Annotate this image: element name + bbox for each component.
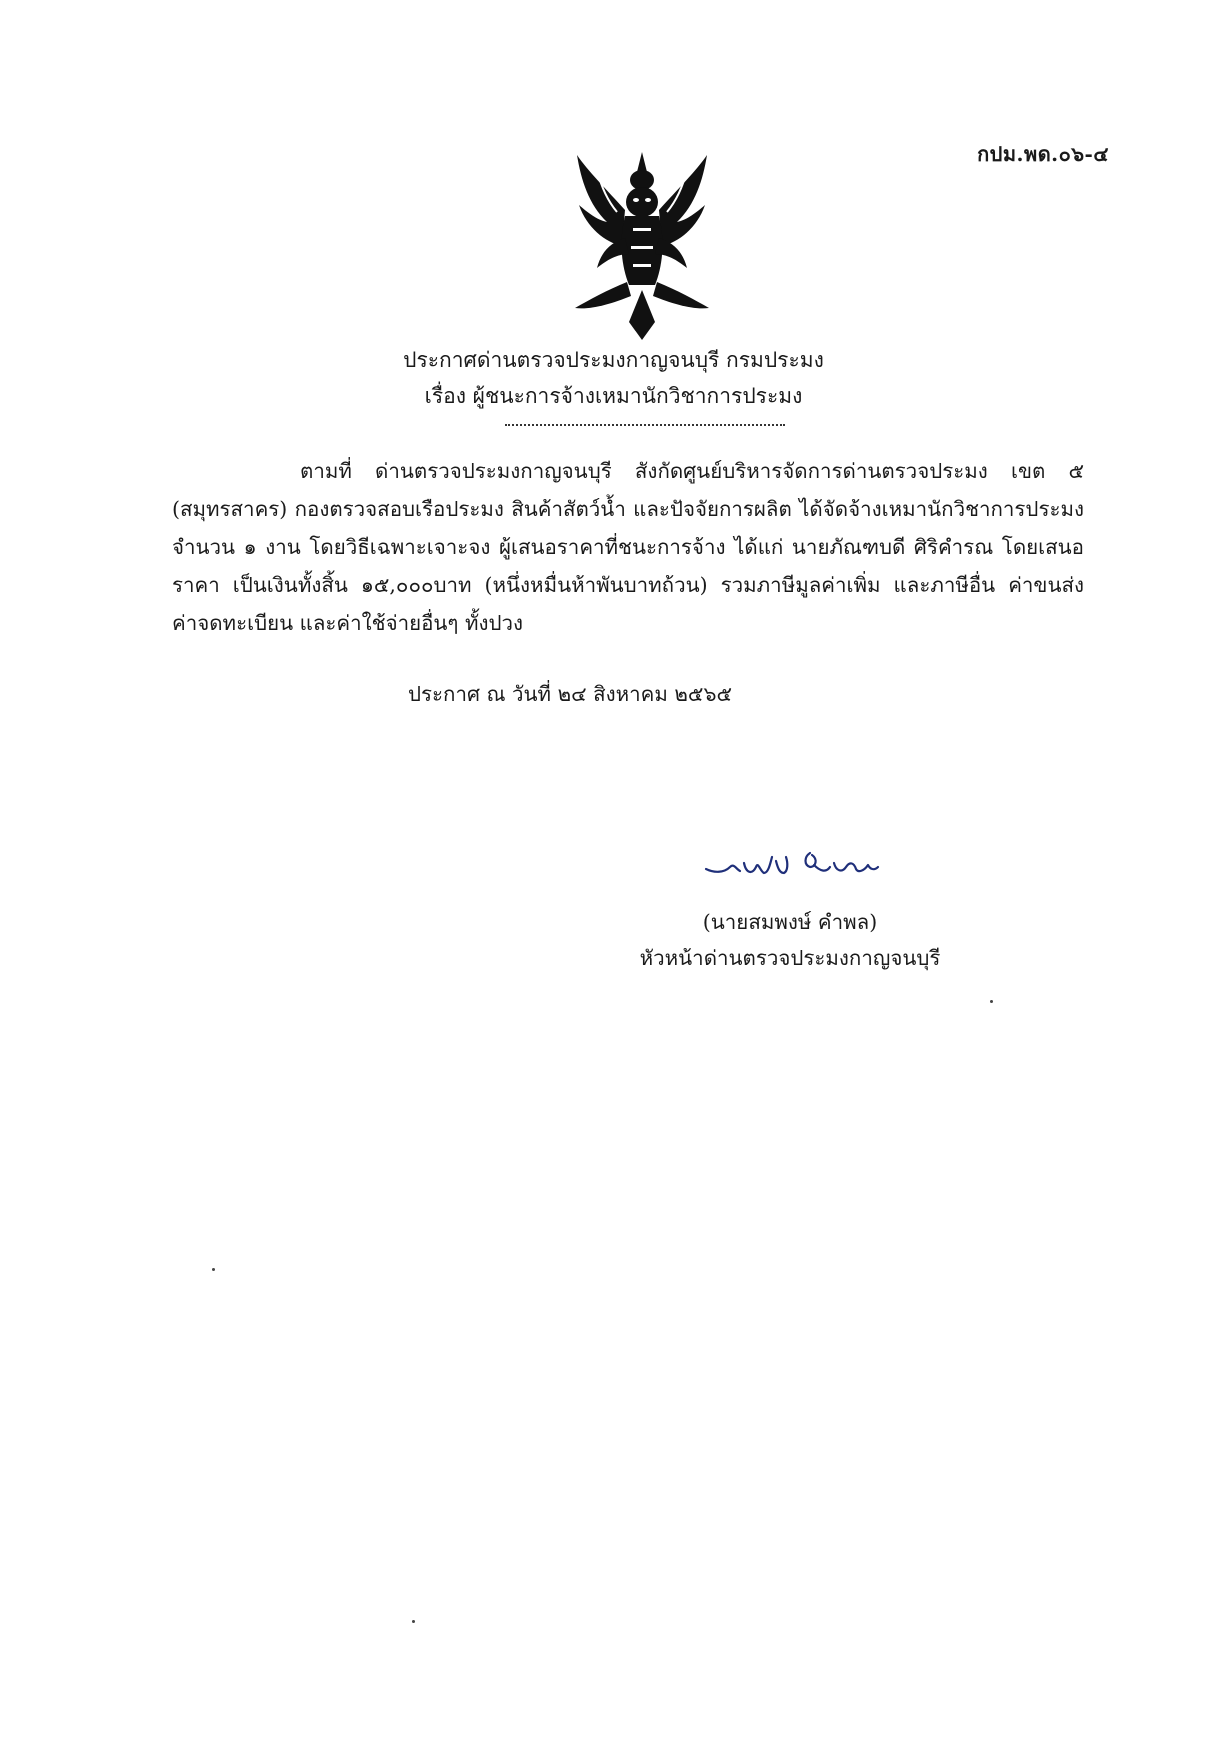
body-line: ราคา เป็นเงินทั้งสิ้น ๑๕,๐๐๐บาท (หนึ่งหมื่นห้าพันบาทถ้วน) รวมภาษีมูลค่าเพิ่ม และภาษีอื่น ค่าขนส่ง [172,573,1084,597]
handwritten-signature-icon [700,843,890,885]
body-line: ค่าจดทะเบียน และค่าใช้จ่ายอื่นๆ ทั้งปวง [172,611,524,635]
scan-speck [212,1268,215,1271]
body-line: (สมุทรสาคร) กองตรวจสอบเรือประมง สินค้าสัตว์น้ำ และปัจจัยการผลิต ได้จัดจ้างเหมานักวิชาการประมง [172,497,1084,521]
body-line: จำนวน ๑ งาน โดยวิธีเฉพาะเจาะจง ผู้เสนอราคาที่ชนะการจ้าง ได้แก่ นายภัณฑบดี ศิริคำรณ โดยเสนอ [172,535,1084,559]
scan-speck [990,1000,993,1003]
document-code: กปม.พด.๐๖-๔ [977,142,1109,166]
signer-position: หัวหน้าด่านตรวจประมงกาญจนบุรี [639,946,941,970]
body-line: ตามที่ ด่านตรวจประมงกาญจนบุรี สังกัดศูนย์บริหารจัดการด่านตรวจประมง เขต ๕ [300,459,1084,483]
scan-speck [412,1620,415,1623]
announcement-title: ประกาศด่านตรวจประมงกาญจนบุรี กรมประมง [403,348,824,372]
signer-name: (นายสมพงษ์ คำพล) [702,910,878,934]
header-dotted-divider [505,424,785,426]
announcement-date: ประกาศ ณ วันที่ ๒๔ สิงหาคม ๒๕๖๕ [408,682,732,706]
announcement-body [172,452,1084,642]
garuda-emblem-icon [567,150,717,340]
announcement-subject: เรื่อง ผู้ชนะการจ้างเหมานักวิชาการประมง [424,384,803,408]
